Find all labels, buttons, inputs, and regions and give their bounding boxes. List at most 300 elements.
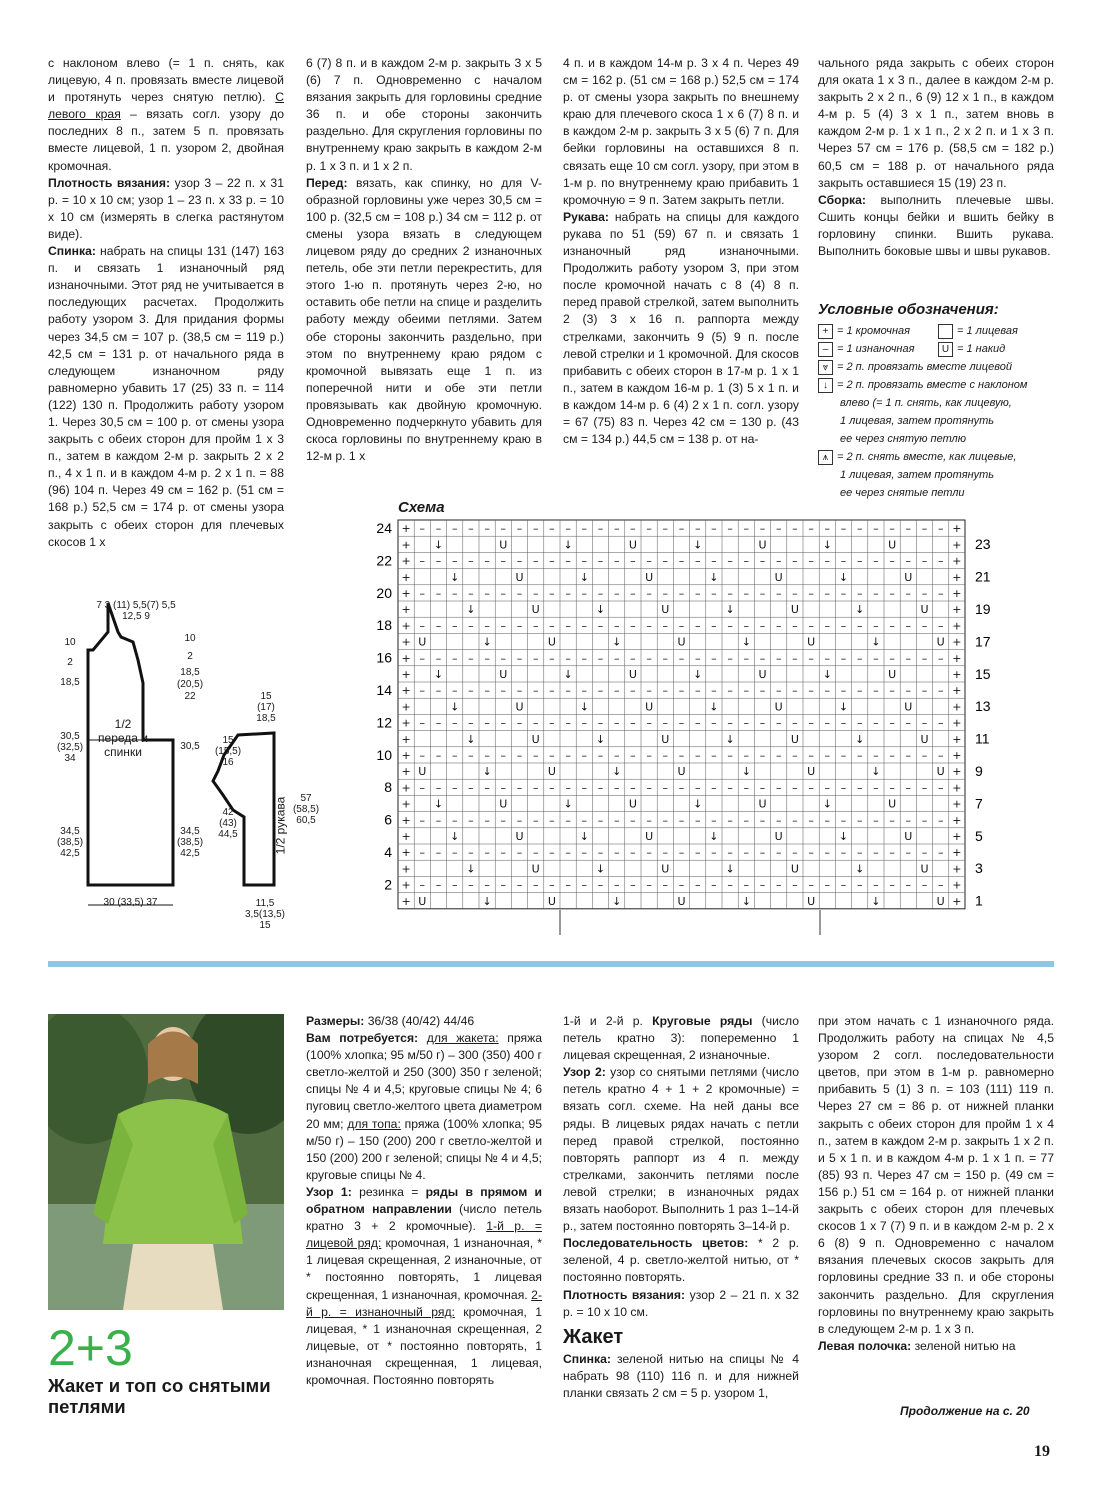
chart-symbol: – [484, 748, 490, 762]
chart-symbol: + [401, 651, 411, 665]
chart-symbol: – [435, 554, 442, 568]
sleeve-label [275, 797, 286, 855]
chart-symbol: – [597, 781, 604, 795]
chart-symbol: – [419, 878, 426, 892]
heading: Вам потребуется: [306, 1031, 419, 1046]
chart-symbol: – [743, 781, 750, 795]
chart-symbol: – [937, 716, 944, 730]
chart-symbol: + [952, 538, 962, 552]
chart-symbol: U [499, 667, 508, 681]
chart-symbol: – [532, 716, 539, 730]
chart-symbol: – [597, 878, 604, 892]
chart-symbol: – [468, 813, 474, 827]
chart-symbol: – [597, 554, 604, 568]
chart-symbol: – [419, 846, 426, 860]
chart-symbol: – [613, 781, 620, 795]
dim: 15 [222, 735, 234, 746]
chart-symbol: – [905, 522, 912, 536]
chart-symbol: – [581, 781, 588, 795]
chart-symbol: – [937, 846, 944, 860]
chart-symbol: – [856, 748, 863, 762]
chart-symbol: – [581, 651, 588, 665]
chart-symbol: – [840, 716, 847, 730]
chart-symbol: – [549, 684, 555, 698]
chart-symbol: – [808, 878, 814, 892]
chart-symbol: – [451, 813, 458, 827]
heading: Размеры: [306, 1014, 365, 1028]
chart-symbol: – [905, 554, 912, 568]
chart-symbol: – [468, 781, 474, 795]
chart-symbol: ↓ [741, 894, 751, 908]
dim: 30,5 [60, 731, 80, 742]
chart-symbol: – [597, 651, 604, 665]
chart-symbol: – [662, 684, 669, 698]
chart-symbol: – [646, 684, 652, 698]
chart-symbol: ↓ [838, 700, 849, 714]
top-dims [91, 600, 181, 622]
chart-symbol: – [711, 619, 717, 633]
chart-symbol: – [808, 781, 814, 795]
chart-symbol: – [630, 522, 636, 536]
chart-symbol: ↓ [482, 765, 492, 779]
chart-symbol: – [500, 878, 507, 892]
chart-symbol: – [678, 651, 685, 665]
chart-symbol: U [418, 635, 427, 649]
chart-symbol: – [775, 878, 782, 892]
chart-symbol: U [904, 700, 913, 714]
chart-symbol: – [435, 781, 442, 795]
chart-symbol: U [628, 667, 637, 681]
chart-symbol: + [952, 700, 962, 714]
chart-symbol: – [581, 554, 588, 568]
chart-symbol: ↓ [579, 829, 589, 843]
dim: 16 [222, 757, 234, 768]
row-number: 21 [975, 568, 991, 585]
chart-symbol: – [808, 716, 814, 730]
chart-symbol: – [775, 554, 782, 568]
chart-symbol: – [824, 554, 831, 568]
row-number: 22 [376, 552, 392, 569]
chart-symbol: – [808, 522, 814, 536]
chart-symbol: – [743, 716, 750, 730]
chart-symbol: + [401, 748, 411, 762]
chart-symbol: – [808, 748, 814, 762]
purl-stitch-icon: – [818, 342, 833, 357]
chart-symbol: U [936, 894, 945, 908]
text: узор со снятыми петлями (число петель кратно 4 + 1 + 2 кромочные) = вязать согл. схеме. На ней даны все ряды. В лицевых рядах начать с петли перед правой стрелкой, постоянно повторять раппорт из 4 п. между стрелками, закончить петлями после левой стрелки; в изнаночных рядах вязать наоборот. Выполнить 1 раз 1–14-й р., затем постоянно повторять 3–14-й р. [563, 1065, 799, 1234]
chart-symbol: – [451, 748, 458, 762]
chart-symbol: ↓ [579, 570, 589, 584]
chart-symbol: – [921, 781, 928, 795]
chart-symbol: ↓ [709, 829, 719, 843]
chart-symbol: – [921, 619, 928, 633]
chart-symbol: – [549, 846, 555, 860]
chart-symbol: – [419, 684, 426, 698]
chart-grid [398, 520, 965, 909]
chart-symbol: – [435, 586, 442, 600]
chart-symbol: U [677, 894, 686, 908]
chart-symbol: ↓ [693, 667, 703, 681]
text: зеленой нитью на [911, 1338, 1016, 1353]
col1-text: набрать на спицы 131 (147) 163 п. и связать 1 изнаночный ряд изнаночными. Этот ряд не учитывается в последующих расчетах. Продолжить работу узором 3. Для придания формы через 34,5 см = 107 р. (38,5 см = 119 р.) 42,5 см = 131 р. от начального ряда в следующем изнаночном ряду равномерно убавить 17 (25) 33 п. = 114 (122) 130 п. Продолжить работу узором 1. Через 30,5 см = 100 р. от смены узора закрыть с обеих сторон для пройм 1 х 3 п., затем в каждом 2-м р. закрыть 2 х 2 п., 4 х 1 п. и в каждом 4-м р. 2 х 1 п. = 88 (96) 104 п. Через 49 см = 162 р. (51 см = 168 р.) 52,5 см = 174 р. от смены узора закрыть с обеих сторон для плечевых скосов 1 х [48, 244, 284, 549]
chart-symbol: U [920, 862, 929, 876]
chart-symbol: – [889, 554, 895, 568]
chart-symbol: U [628, 538, 637, 552]
chart-symbol: U [758, 538, 767, 552]
chart-symbol: – [824, 846, 831, 860]
chart-symbol: – [694, 878, 701, 892]
row-number: 7 [975, 795, 983, 812]
chart-symbol: U [807, 894, 816, 908]
text: резинка = [351, 1184, 419, 1199]
chart-symbol: U [645, 570, 654, 584]
chart-symbol: – [500, 813, 507, 827]
text-column-2 [306, 55, 542, 465]
chart-symbol: – [711, 748, 717, 762]
chart-symbol: – [694, 846, 701, 860]
chart-symbol: + [401, 829, 411, 843]
chart-symbol: – [727, 813, 733, 827]
right-dims-1 [176, 633, 204, 703]
chart-symbol: – [727, 846, 733, 860]
chart-symbol: – [678, 522, 685, 536]
chart-symbol: – [435, 684, 442, 698]
col1-text: узор 3 – 22 п. х 31 р. = 10 х 10 см; узор 1 – 23 п. х 33 р. = 10 х 10 см (измерять в слегка растянутом виде). [48, 175, 284, 241]
chart-symbol: – [743, 554, 750, 568]
chart-symbol: U [515, 700, 524, 714]
chart-symbol: ↓ [855, 862, 865, 876]
chart-symbol: – [419, 781, 426, 795]
chart-symbol: – [759, 716, 766, 730]
text: кромочная, 1 изнаночная, * 1 лицевая скрещенная, 2 изнаночные, от * постоянно повторять, 1 лицевая скрещенная, 1 изнаночная, кромочная. [306, 1236, 542, 1302]
chart-symbol: – [873, 522, 879, 536]
row-number: 14 [376, 681, 392, 698]
row-number: 17 [975, 633, 991, 650]
chart-symbol: – [856, 619, 863, 633]
chart-symbol: + [401, 619, 411, 633]
chart-symbol: ↓ [612, 635, 622, 649]
chart-symbol: – [630, 716, 636, 730]
col2-heading: Перед: [306, 175, 348, 190]
chart-symbol: – [759, 554, 766, 568]
col1-underline: С левого края [48, 90, 284, 122]
chart-symbol: – [662, 651, 669, 665]
chart-symbol: ↓ [855, 732, 865, 746]
chart-symbol: U [661, 732, 670, 746]
chart-symbol: + [952, 748, 962, 762]
chart-symbol: – [792, 684, 798, 698]
chart-symbol: – [516, 781, 523, 795]
k2tog-icon: ⩔ [818, 360, 833, 375]
chart-symbol: – [613, 684, 620, 698]
continued-note: Продолжение на с. 20 [900, 1404, 1030, 1418]
chart-symbol: – [743, 619, 750, 633]
chart-symbol: – [889, 748, 895, 762]
legend-row [818, 340, 1058, 358]
chart-symbol: – [468, 554, 474, 568]
chart-symbol: – [630, 684, 636, 698]
chart-symbol: – [613, 586, 620, 600]
chart-symbol: – [856, 781, 863, 795]
chart-symbol: – [856, 716, 863, 730]
col1-text: – вязать согл. узору до последних 8 п., затем 5 п. провязать вместе лицевой, 1 п. узором 2, двойная кромочная. [48, 107, 284, 173]
chart-symbol: – [500, 586, 507, 600]
dim: 3 [104, 600, 111, 611]
chart-symbol: – [889, 586, 895, 600]
chart-symbol: – [759, 619, 766, 633]
chart-symbol: – [435, 522, 442, 536]
left-dims-2 [56, 731, 84, 764]
legend-text: = 2 п. снять вместе, как лицевые, [837, 451, 1017, 463]
row-number: 1 [975, 892, 983, 909]
dim: (11) [113, 600, 131, 611]
chart-symbol: – [549, 878, 555, 892]
chart-symbol: + [952, 554, 962, 568]
chart-symbol: – [759, 748, 766, 762]
chart-symbol: – [856, 554, 863, 568]
chart-symbol: – [937, 522, 944, 536]
chart-symbol: – [484, 651, 490, 665]
chart-symbol: – [921, 522, 928, 536]
chart-symbol: – [937, 619, 944, 633]
chart-symbol: – [532, 748, 539, 762]
chart-symbol: – [630, 619, 636, 633]
chart-symbol: – [824, 781, 831, 795]
chart-symbol: – [743, 748, 750, 762]
chart-symbol: U [547, 894, 556, 908]
chart-symbol: – [694, 716, 701, 730]
chart-symbol: – [451, 716, 458, 730]
chart-symbol: – [856, 846, 863, 860]
legend-text: влево (= 1 п. снять, как лицевую, [840, 397, 1012, 409]
chart-symbol: – [516, 522, 523, 536]
chart-symbol: + [952, 570, 962, 584]
chart-symbol: – [727, 586, 733, 600]
dim: 30,5 [180, 741, 200, 752]
legend [818, 322, 1058, 502]
chart-symbol: – [792, 651, 798, 665]
col3-heading: Рукава: [563, 209, 609, 224]
chart-symbol: – [500, 781, 507, 795]
chart-symbol: – [921, 813, 928, 827]
chart-symbol: U [547, 635, 556, 649]
chart-symbol: – [435, 716, 442, 730]
chart-symbol: ↓ [466, 732, 476, 746]
chart-symbol: ↓ [433, 538, 444, 552]
chart-symbol: ↓ [838, 829, 849, 843]
chart-symbol: – [516, 619, 523, 633]
sleeve-label-text: 1/2 рукава [273, 796, 288, 855]
underline: 1-й р. = лицевой ряд: [306, 1219, 542, 1251]
chart-symbol: – [711, 522, 717, 536]
chart-symbol: – [694, 651, 701, 665]
chart-symbol: – [630, 554, 636, 568]
chart-symbol: + [952, 586, 962, 600]
chart-symbol: – [873, 684, 879, 698]
chart-symbol: ↓ [612, 765, 622, 779]
chart-symbol: – [451, 878, 458, 892]
chart-symbol: U [807, 635, 816, 649]
chart-symbol: – [873, 781, 879, 795]
chart-symbol: – [824, 651, 831, 665]
chart-symbol: – [662, 554, 669, 568]
chart-symbol: – [775, 781, 782, 795]
chart-symbol: – [500, 619, 507, 633]
chart-symbol: – [840, 748, 847, 762]
chart-symbol: – [905, 619, 912, 633]
chart-symbol: – [873, 878, 879, 892]
chart-symbol: – [775, 522, 782, 536]
chart-symbol: – [727, 651, 733, 665]
text: 36/38 (40/42) 44/46 [364, 1014, 475, 1028]
chart-symbol: ↓ [741, 635, 751, 649]
chart-symbol: + [952, 522, 962, 536]
body-label: 1/2 переда и спинки [98, 717, 148, 759]
chart-symbol: ↓ [482, 635, 492, 649]
chart-symbol: – [451, 846, 458, 860]
dim: 9 [144, 611, 150, 622]
chart-symbol: – [792, 554, 798, 568]
chart-symbol: – [808, 846, 814, 860]
chart-symbol: – [775, 813, 782, 827]
chart-symbol: ↓ [450, 570, 460, 584]
chart-symbol: ↓ [612, 894, 622, 908]
chart-symbol: – [613, 716, 620, 730]
chart-symbol: – [581, 619, 588, 633]
chart-symbol: – [743, 522, 750, 536]
chart-symbol: U [499, 797, 508, 811]
chart-symbol: – [662, 716, 669, 730]
chart-symbol: – [759, 684, 766, 698]
legend-row [818, 322, 1058, 340]
chart-symbol: + [952, 684, 962, 698]
project-number: 2+3 [48, 1320, 133, 1376]
chart-symbol: U [418, 765, 427, 779]
chart-symbol: + [401, 700, 411, 714]
chart-symbol: – [792, 781, 798, 795]
chart-symbol: – [597, 716, 604, 730]
dim: 10 [184, 633, 196, 644]
chart-symbol: – [646, 554, 652, 568]
chart-symbol: – [905, 748, 912, 762]
chart-symbol: + [401, 603, 411, 617]
row-number: 12 [376, 714, 392, 731]
dim: 22 [184, 691, 196, 702]
row-number: 8 [384, 779, 392, 796]
chart-symbol: U [515, 570, 524, 584]
chart-symbol: U [774, 570, 783, 584]
chart-symbol: – [646, 781, 652, 795]
chart-symbol: – [840, 781, 847, 795]
chart-symbol: – [630, 846, 636, 860]
chart-symbol: ↓ [725, 732, 735, 746]
chart-symbol: – [905, 586, 912, 600]
sleeve-right-dims [292, 793, 320, 826]
chart-symbol: – [678, 586, 685, 600]
chart-symbol: ↓ [838, 570, 849, 584]
chart-symbol: – [694, 748, 701, 762]
chart-symbol: ↓ [450, 829, 460, 843]
chart-symbol: – [937, 554, 944, 568]
chart-symbol: – [889, 684, 895, 698]
col4-text: выполнить плечевые швы. Сшить концы бейки и вшить бейку в горловину спинки. Вшить рукава. Выполнить боковые швы и швы рукавов. [818, 192, 1054, 259]
legend-text: 1 лицевая, затем протянуть [840, 415, 995, 427]
chart-symbol: – [824, 684, 831, 698]
chart-symbol: + [401, 716, 411, 730]
chart-symbol: U [758, 667, 767, 681]
legend-row [818, 358, 1058, 376]
dim: 11,5 [255, 898, 275, 909]
text: кромочная, 1 лицевая, * 1 изнаночная скрещенная, 2 лицевые, от * постоянно повторять, 1 изнаночная скрещенная, 1 лицевая, кромочная. Постоянно повторять [306, 1304, 542, 1387]
chart-symbol: + [952, 813, 962, 827]
sleeve-left-dims-1 [214, 735, 242, 768]
chart-symbol: – [484, 716, 490, 730]
legend-title: Условные обозначения: [818, 301, 999, 318]
chart-symbol: – [484, 586, 490, 600]
chart-symbol: – [759, 522, 766, 536]
dim: (32,5) [56, 742, 84, 753]
chart-symbol: – [873, 651, 879, 665]
row-number: 23 [975, 536, 991, 553]
chart-symbol: + [401, 894, 411, 908]
chart-symbol: – [613, 522, 620, 536]
chart-symbol: – [597, 586, 604, 600]
chart-symbol: U [888, 538, 897, 552]
chart-symbol: ↓ [450, 700, 460, 714]
chart-symbol: – [711, 716, 717, 730]
chart-symbol: – [889, 651, 895, 665]
dim: 18,5 [256, 713, 276, 724]
row-number: 11 [975, 730, 990, 747]
chart-symbol: – [581, 684, 588, 698]
chart-symbol: – [613, 554, 620, 568]
chart-symbol: – [921, 878, 928, 892]
chart-symbol: – [419, 586, 426, 600]
chart-symbol: – [451, 781, 458, 795]
chart-symbol: – [808, 651, 814, 665]
row-number: 16 [376, 649, 392, 666]
chart-symbol: + [401, 570, 411, 584]
chart-symbol: – [727, 748, 733, 762]
chart-symbol: – [775, 684, 782, 698]
legend-row [818, 376, 1058, 394]
chart-symbol: – [630, 878, 636, 892]
chart-symbol: – [630, 748, 636, 762]
chart-symbol: U [790, 732, 799, 746]
chart-symbol: – [613, 846, 620, 860]
chart-symbol: – [743, 651, 750, 665]
chart-symbol: – [549, 522, 555, 536]
chart-symbol: – [759, 878, 766, 892]
chart-symbol: – [565, 554, 571, 568]
chart-symbol: U [790, 603, 799, 617]
chart-symbol: – [451, 586, 458, 600]
row-number: 6 [384, 811, 392, 828]
heading: Узор 2: [563, 1065, 606, 1080]
chart-symbol: – [597, 522, 604, 536]
chart-symbol: – [532, 684, 539, 698]
chart-symbol: – [565, 781, 571, 795]
chart-symbol: – [630, 781, 636, 795]
heading: Левая полочка: [818, 1338, 912, 1353]
chart-symbol: U [790, 862, 799, 876]
chart-symbol: + [952, 651, 962, 665]
section-divider [48, 961, 1054, 967]
heading: Круговые ряды [652, 1014, 753, 1028]
right-dims-3 [176, 826, 204, 859]
chart-symbol: U [418, 894, 427, 908]
dim: 34 [64, 753, 76, 764]
